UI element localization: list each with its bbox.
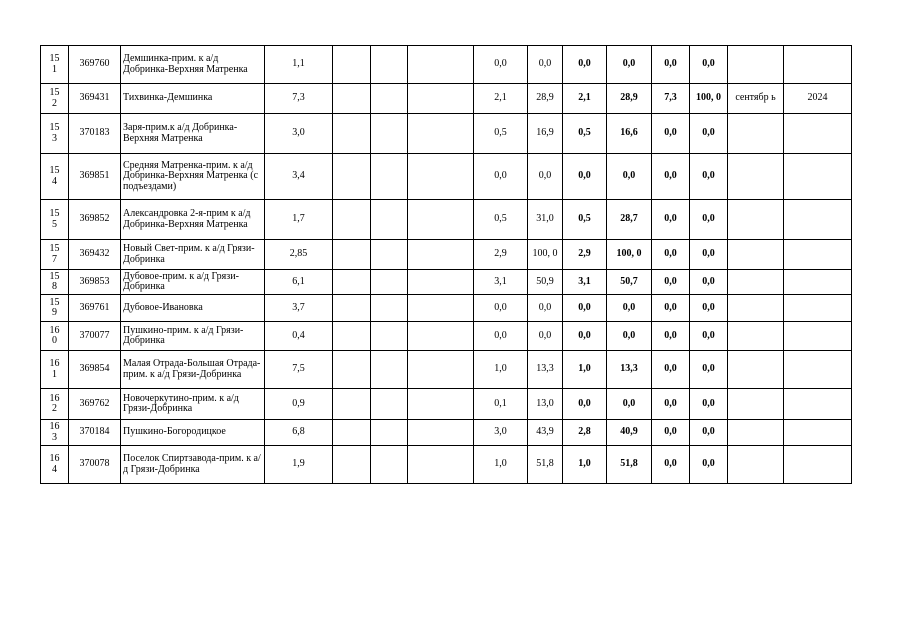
value-cell: 0,0 <box>474 295 528 322</box>
value-cell: 0,0 <box>528 295 563 322</box>
value-cell-bold: 3,1 <box>563 270 607 295</box>
row-number-part1: 15 <box>49 53 60 64</box>
table-row <box>41 446 852 484</box>
month-cell <box>728 420 784 446</box>
road-length: 0,4 <box>265 322 333 351</box>
value-cell-bold: 0,0 <box>690 295 728 322</box>
road-code: 370077 <box>69 322 121 351</box>
value-cell-bold: 1,0 <box>563 446 607 484</box>
value-cell: 0,0 <box>528 322 563 351</box>
value-cell: 0,0 <box>528 46 563 84</box>
value-cell-bold: 0,0 <box>563 154 607 200</box>
value-cell-bold: 0,0 <box>690 270 728 295</box>
value-cell: 0,0 <box>474 46 528 84</box>
row-number-part2: 3 <box>52 132 57 144</box>
empty-cell <box>333 420 371 446</box>
value-cell-bold: 51,8 <box>607 446 652 484</box>
empty-cell <box>408 389 474 420</box>
road-length: 0,9 <box>265 389 333 420</box>
row-number <box>41 270 69 295</box>
value-cell-bold: 1,0 <box>563 351 607 389</box>
road-length: 2,85 <box>265 240 333 270</box>
road-code: 369762 <box>69 389 121 420</box>
empty-cell <box>333 200 371 240</box>
road-name: Малая Отрада-Большая Отрада-прим. к а/д Грязи-Добринка <box>121 351 265 389</box>
empty-cell <box>333 154 371 200</box>
table-row <box>41 389 852 420</box>
row-number-part2: 0 <box>52 335 57 346</box>
empty-cell <box>371 240 408 270</box>
value-cell-bold: 0,0 <box>607 154 652 200</box>
road-name: Тихвинка-Демшинка <box>121 84 265 114</box>
road-code: 369432 <box>69 240 121 270</box>
value-cell: 43,9 <box>528 420 563 446</box>
row-number-part1: 16 <box>49 324 60 336</box>
value-cell: 50,9 <box>528 270 563 295</box>
value-cell-bold: 0,0 <box>607 295 652 322</box>
row-number <box>41 295 69 322</box>
empty-cell <box>371 270 408 295</box>
row-number-part1: 16 <box>49 358 60 369</box>
value-cell: 0,0 <box>474 322 528 351</box>
value-cell-bold: 0,0 <box>690 200 728 240</box>
table-row <box>41 295 852 322</box>
value-cell-bold: 0,0 <box>563 46 607 84</box>
year-cell <box>784 295 852 322</box>
month-cell <box>728 114 784 154</box>
row-number-part2: 1 <box>52 368 57 380</box>
year-cell <box>784 446 852 484</box>
row-number-part2: 3 <box>52 431 57 443</box>
value-cell-bold: 50,7 <box>607 270 652 295</box>
row-number <box>41 322 69 351</box>
row-number-part2: 2 <box>52 97 57 109</box>
road-name: Пушкино-прим. к а/д Грязи-Добринка <box>121 322 265 351</box>
value-cell-bold: 0,0 <box>652 351 690 389</box>
row-number <box>41 114 69 154</box>
road-name: Поселок Спиртзавода-прим. к а/д Грязи-Добринка <box>121 446 265 484</box>
row-number-part1: 15 <box>49 243 60 254</box>
year-cell <box>784 270 852 295</box>
value-cell-bold: 0,0 <box>652 270 690 295</box>
value-cell: 0,0 <box>528 154 563 200</box>
empty-cell <box>371 114 408 154</box>
value-cell-bold: 0,0 <box>690 322 728 351</box>
road-code: 369852 <box>69 200 121 240</box>
road-name: Новочеркутино-прим. к а/д Грязи-Добринка <box>121 389 265 420</box>
row-number-part2: 8 <box>52 281 57 292</box>
table-row <box>41 351 852 389</box>
empty-cell <box>408 114 474 154</box>
month-cell <box>728 240 784 270</box>
row-number-part1: 15 <box>49 270 60 282</box>
value-cell-bold: 0,0 <box>607 322 652 351</box>
value-cell-bold: 100, 0 <box>690 84 728 114</box>
value-cell: 51,8 <box>528 446 563 484</box>
month-cell <box>728 322 784 351</box>
row-number-part1: 16 <box>49 421 60 432</box>
road-code: 369854 <box>69 351 121 389</box>
empty-cell <box>408 420 474 446</box>
value-cell-bold: 28,7 <box>607 200 652 240</box>
empty-cell <box>408 240 474 270</box>
row-number <box>41 154 69 200</box>
row-number <box>41 351 69 389</box>
value-cell-bold: 0,0 <box>652 420 690 446</box>
road-name: Средняя Матренка-прим. к а/д Добринка-Верхняя Матренка (с подъездами) <box>121 154 265 200</box>
value-cell-bold: 100, 0 <box>607 240 652 270</box>
road-length: 7,3 <box>265 84 333 114</box>
year-cell <box>784 240 852 270</box>
row-number <box>41 389 69 420</box>
value-cell: 0,1 <box>474 389 528 420</box>
road-length: 3,0 <box>265 114 333 154</box>
empty-cell <box>408 270 474 295</box>
value-cell-bold: 0,0 <box>607 46 652 84</box>
year-cell <box>784 351 852 389</box>
value-cell: 1,0 <box>474 351 528 389</box>
empty-cell <box>333 446 371 484</box>
value-cell-bold: 0,0 <box>690 351 728 389</box>
value-cell: 0,5 <box>474 200 528 240</box>
road-code: 369853 <box>69 270 121 295</box>
road-length: 1,9 <box>265 446 333 484</box>
table-row <box>41 84 852 114</box>
value-cell-bold: 0,0 <box>563 295 607 322</box>
value-cell-bold: 0,0 <box>652 200 690 240</box>
table-row <box>41 46 852 84</box>
road-code: 370184 <box>69 420 121 446</box>
row-number <box>41 46 69 84</box>
value-cell: 28,9 <box>528 84 563 114</box>
year-cell <box>784 389 852 420</box>
road-length: 1,1 <box>265 46 333 84</box>
empty-cell <box>408 322 474 351</box>
value-cell: 100, 0 <box>528 240 563 270</box>
row-number-part2: 5 <box>52 218 57 230</box>
value-cell: 0,0 <box>474 154 528 200</box>
empty-cell <box>333 389 371 420</box>
roads-table <box>40 45 852 484</box>
empty-cell <box>408 154 474 200</box>
month-cell <box>728 200 784 240</box>
value-cell-bold: 0,0 <box>652 322 690 351</box>
road-length: 6,1 <box>265 270 333 295</box>
road-code: 369760 <box>69 46 121 84</box>
value-cell: 16,9 <box>528 114 563 154</box>
value-cell-bold: 0,5 <box>563 114 607 154</box>
road-length: 3,4 <box>265 154 333 200</box>
value-cell-bold: 0,0 <box>652 154 690 200</box>
value-cell: 13,3 <box>528 351 563 389</box>
year-cell <box>784 200 852 240</box>
value-cell-bold: 0,0 <box>652 446 690 484</box>
value-cell-bold: 0,0 <box>690 154 728 200</box>
value-cell-bold: 0,0 <box>690 420 728 446</box>
empty-cell <box>333 84 371 114</box>
value-cell-bold: 0,0 <box>652 295 690 322</box>
month-cell <box>728 270 784 295</box>
row-number-part2: 4 <box>52 463 57 475</box>
row-number-part1: 15 <box>49 296 60 308</box>
value-cell: 0,5 <box>474 114 528 154</box>
empty-cell <box>371 84 408 114</box>
road-name: Демшинка-прим. к а/д Добринка-Верхняя Матренка <box>121 46 265 84</box>
row-number-part1: 15 <box>49 87 60 98</box>
month-cell <box>728 351 784 389</box>
road-code: 370183 <box>69 114 121 154</box>
empty-cell <box>371 322 408 351</box>
empty-cell <box>333 295 371 322</box>
empty-cell <box>371 351 408 389</box>
road-code: 369761 <box>69 295 121 322</box>
year-cell: 2024 <box>784 84 852 114</box>
road-code: 370078 <box>69 446 121 484</box>
value-cell: 31,0 <box>528 200 563 240</box>
empty-cell <box>408 200 474 240</box>
month-cell <box>728 46 784 84</box>
value-cell: 2,9 <box>474 240 528 270</box>
value-cell: 1,0 <box>474 446 528 484</box>
value-cell-bold: 0,0 <box>690 446 728 484</box>
value-cell-bold: 0,5 <box>563 200 607 240</box>
empty-cell <box>371 295 408 322</box>
table-row <box>41 240 852 270</box>
year-cell <box>784 114 852 154</box>
value-cell-bold: 16,6 <box>607 114 652 154</box>
empty-cell <box>333 351 371 389</box>
road-name: Александровка 2-я-прим к а/д Добринка-Верхняя Матренка <box>121 200 265 240</box>
road-name: Заря-прим.к а/д Добринка-Верхняя Матренка <box>121 114 265 154</box>
value-cell-bold: 0,0 <box>690 46 728 84</box>
empty-cell <box>408 351 474 389</box>
value-cell-bold: 0,0 <box>652 46 690 84</box>
month-cell <box>728 446 784 484</box>
value-cell-bold: 0,0 <box>607 389 652 420</box>
month-cell <box>728 295 784 322</box>
empty-cell <box>371 46 408 84</box>
value-cell-bold: 0,0 <box>652 114 690 154</box>
empty-cell <box>408 446 474 484</box>
value-cell: 3,0 <box>474 420 528 446</box>
empty-cell <box>333 240 371 270</box>
value-cell-bold: 2,9 <box>563 240 607 270</box>
year-cell <box>784 154 852 200</box>
value-cell-bold: 0,0 <box>563 322 607 351</box>
road-name: Новый Свет-прим. к а/д Грязи-Добринка <box>121 240 265 270</box>
value-cell-bold: 0,0 <box>563 389 607 420</box>
empty-cell <box>333 114 371 154</box>
empty-cell <box>408 46 474 84</box>
value-cell-bold: 0,0 <box>690 240 728 270</box>
table-row <box>41 270 852 295</box>
year-cell <box>784 322 852 351</box>
table-row <box>41 322 852 351</box>
row-number-part2: 1 <box>52 63 57 75</box>
empty-cell <box>371 446 408 484</box>
table-row <box>41 154 852 200</box>
year-cell <box>784 420 852 446</box>
road-code: 369431 <box>69 84 121 114</box>
row-number-part2: 7 <box>52 253 57 265</box>
road-length: 6,8 <box>265 420 333 446</box>
empty-cell <box>408 84 474 114</box>
value-cell-bold: 0,0 <box>690 114 728 154</box>
value-cell-bold: 0,0 <box>690 389 728 420</box>
row-number <box>41 420 69 446</box>
value-cell: 2,1 <box>474 84 528 114</box>
row-number-part1: 15 <box>49 208 60 219</box>
value-cell: 13,0 <box>528 389 563 420</box>
empty-cell <box>371 200 408 240</box>
row-number-part1: 16 <box>49 392 60 404</box>
row-number-part1: 16 <box>49 453 60 464</box>
year-cell <box>784 46 852 84</box>
empty-cell <box>371 420 408 446</box>
row-number <box>41 84 69 114</box>
road-name: Дубовое-прим. к а/д Грязи-Добринка <box>121 270 265 295</box>
empty-cell <box>371 389 408 420</box>
row-number <box>41 446 69 484</box>
month-cell: сентябр ь <box>728 84 784 114</box>
row-number-part2: 9 <box>52 307 57 318</box>
row-number-part1: 15 <box>49 165 60 176</box>
row-number <box>41 240 69 270</box>
road-name: Пушкино-Богородицкое <box>121 420 265 446</box>
month-cell <box>728 389 784 420</box>
empty-cell <box>333 46 371 84</box>
month-cell <box>728 154 784 200</box>
value-cell-bold: 13,3 <box>607 351 652 389</box>
value-cell-bold: 2,1 <box>563 84 607 114</box>
table-row <box>41 114 852 154</box>
road-name: Дубовое-Ивановка <box>121 295 265 322</box>
empty-cell <box>333 270 371 295</box>
value-cell: 3,1 <box>474 270 528 295</box>
value-cell-bold: 0,0 <box>652 389 690 420</box>
value-cell-bold: 28,9 <box>607 84 652 114</box>
road-code: 369851 <box>69 154 121 200</box>
row-number-part2: 4 <box>52 175 57 187</box>
value-cell-bold: 2,8 <box>563 420 607 446</box>
empty-cell <box>371 154 408 200</box>
empty-cell <box>333 322 371 351</box>
row-number <box>41 200 69 240</box>
row-number-part1: 15 <box>49 122 60 133</box>
value-cell-bold: 40,9 <box>607 420 652 446</box>
table-row <box>41 200 852 240</box>
empty-cell <box>408 295 474 322</box>
value-cell-bold: 7,3 <box>652 84 690 114</box>
row-number-part2: 2 <box>52 403 57 414</box>
road-length: 7,5 <box>265 351 333 389</box>
table-row <box>41 420 852 446</box>
value-cell-bold: 0,0 <box>652 240 690 270</box>
road-length: 1,7 <box>265 200 333 240</box>
road-length: 3,7 <box>265 295 333 322</box>
